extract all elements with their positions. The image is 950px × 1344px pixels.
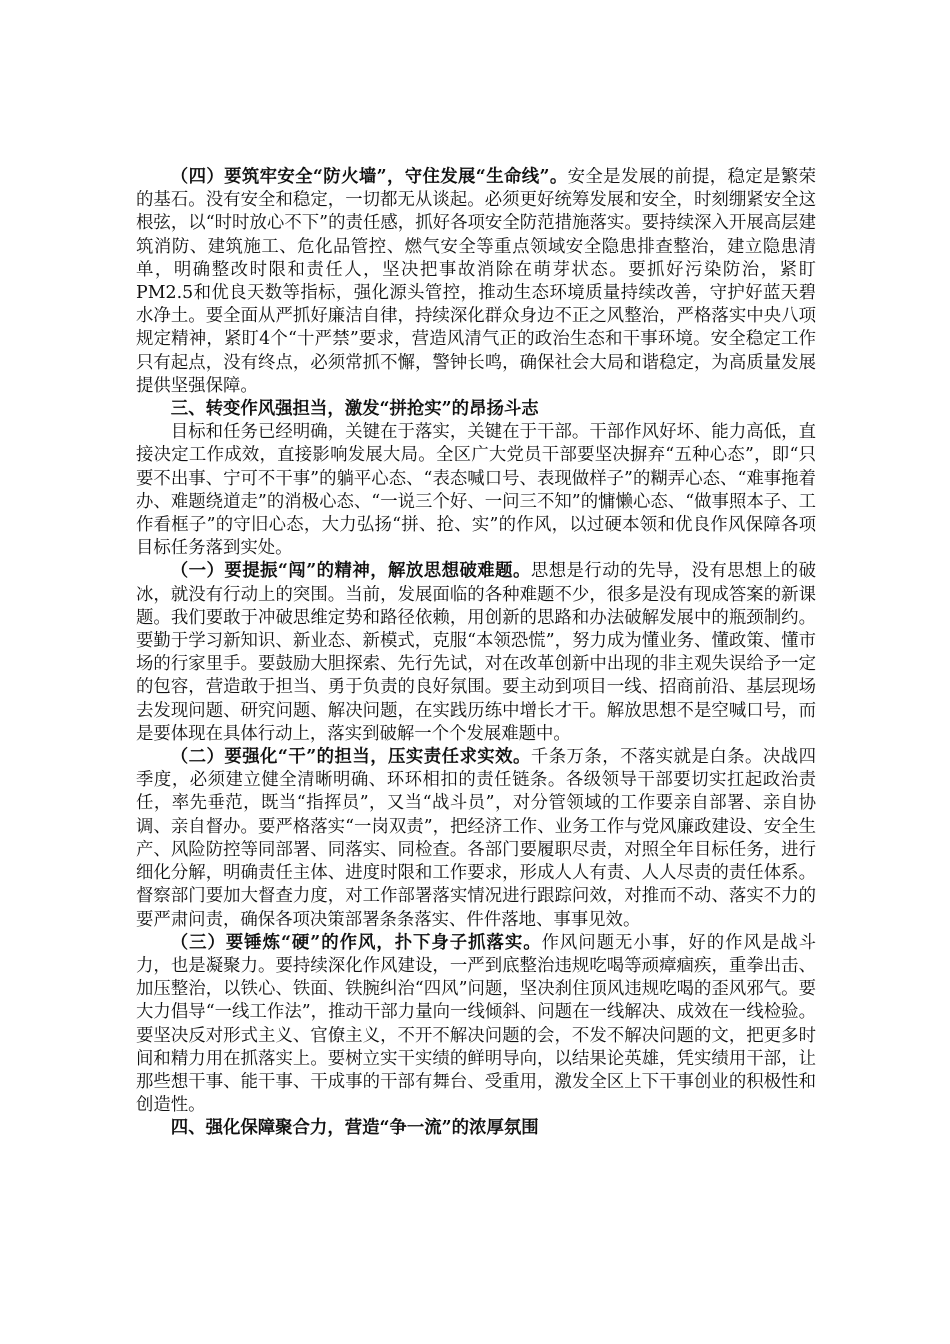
section-heading-four: 四、强化保障聚合力，营造“争一流”的浓厚氛围 (170, 1118, 539, 1139)
paragraph-lead: （二）要强化“干”的担当，压实责任求实效。 (170, 747, 531, 768)
paragraph-body: 千条万条，不落实就是白条。决战四季度，必须建立健全清晰明确、环环相扣的责任链条。各级领导干部要切实扛起政治责任，率先垂范，既当“指挥员”，又当“战斗员”，对分管领域的工作要亲自部署、亲自协调、亲自督办。要严格落实“一岗双责”，把经济工作、业务工作与党风廉政建设、安全生产、风险防控等同部署、同落实、同检查。各部门要履职尽责，对照全年目标任务，进行细化分解，明确责任主体、进度时限和工作要求，形成人人有责、人人尽责的责任体系。督察部门要加大督查力度，对工作部署落实情况进行跟踪问效，对推而不动、落实不力的要严肃问责，确保各项决策部署条条落实、件件落地、事事见效。 (136, 747, 816, 930)
paragraph-lead: （四）要筑牢安全“防火墙”，守住发展“生命线”。 (170, 167, 568, 187)
paragraph-safety (136, 166, 816, 398)
paragraph-responsibility (136, 746, 816, 932)
paragraph-body: 安全是发展的前提，稳定是繁荣的基石。没有安全和稳定，一切都无从谈起。必须更好统筹发展和安全，时刻绷紧安全这根弦，以“时时放心不下”的责任感，抓好各项安全防范措施落实。要持续深入开展高层建筑消防、建筑施工、危化品管控、燃气安全等重点领域安全隐患排查整治，建立隐患清单，明确整改时限和责任人，坚决把事故消除在萌芽状态。要抓好污染防治，紧盯PM2.5和优良天数等指标，强化源头管控，推动生态环境质量持续改善，守护好蓝天碧水净土。要全面从严抓好廉洁自律，持续深化群众身边不正之风整治，严格落实中央八项规定精神，紧盯4个“十严禁”要求，营造风清气正的政治生态和干事环境。安全稳定工作只有起点，没有终点，必须常抓不懈，警钟长鸣，确保社会大局和谐稳定，为高质量发展提供坚强保障。 (136, 167, 816, 396)
paragraph-intro-three: 目标和任务已经明确，关键在于落实，关键在于干部。干部作风好坏、能力高低，直接决定工作成效，直接影响发展大局。全区广大党员干部要坚决摒弃“五种心态”，即“只要不出事、宁可不干事”的躺平心态、“表态喊口号、表现做样子”的糊弄心态、“难事拖着办、难题绕道走”的消极心态、“一说三个好、一问三不知”的慵懒心态、“做事照本子、工作看框子”的守旧心态，大力弘扬“拼、抢、实”的作风，以过硬本领和优良作风保障各项目标任务落到实处。 (136, 422, 816, 559)
paragraph-body: 作风问题无小事，好的作风是战斗力，也是凝聚力。要持续深化作风建设，一严到底整治违规吃喝等顽瘴痼疾，重拳出击、加压整治，以铁心、铁面、铁腕纠治“四风”问题，坚决刹住顶风违规吃喝的歪风邪气。要大力倡导“一线工作法”，推动干部力量向一线倾斜、问题在一线解决、成效在一线检验。要坚决反对形式主义、官僚主义，不开不解决问题的会，不发不解决问题的文，把更多时间和精力用在抓落实上。要树立实干实绩的鲜明导向，以结果论英雄，凭实绩用干部，让那些想干事、能干事、干成事的干部有舞台、受重用，激发全区上下干事创业的积极性和创造性。 (136, 932, 816, 1116)
paragraph-spirit (136, 560, 816, 746)
document-page (136, 166, 816, 1141)
paragraph-lead: （一）要提振“闯”的精神，解放思想破难题。 (170, 561, 531, 582)
paragraph-style (136, 932, 816, 1118)
paragraph-body: 思想是行动的先导，没有思想上的破冰，就没有行动上的突围。当前，发展面临的各种难题不少，很多是没有现成答案的新课题。我们要敢于冲破思维定势和路径依赖，用创新的思路和办法破解发展中的瓶颈制约。要勤于学习新知识、新业态、新模式，克服“本领恐慌”，努力成为懂业务、懂政策、懂市场的行家里手。要鼓励大胆探索、先行先试，对在改革创新中出现的非主观失误给予一定的包容，营造敢于担当、勇于负责的良好氛围。要主动到项目一线、招商前沿、基层现场去发现问题、研究问题、解决问题，在实践历练中增长才干。解放思想不是空喊口号，而是要体现在具体行动上，落实到破解一个个发展难题中。 (136, 561, 816, 744)
paragraph-lead: （三）要锤炼“硬”的作风，扑下身子抓落实。 (170, 932, 542, 953)
section-heading-three: 三、转变作风强担当，激发“拼抢实”的昂扬斗志 (170, 399, 539, 420)
